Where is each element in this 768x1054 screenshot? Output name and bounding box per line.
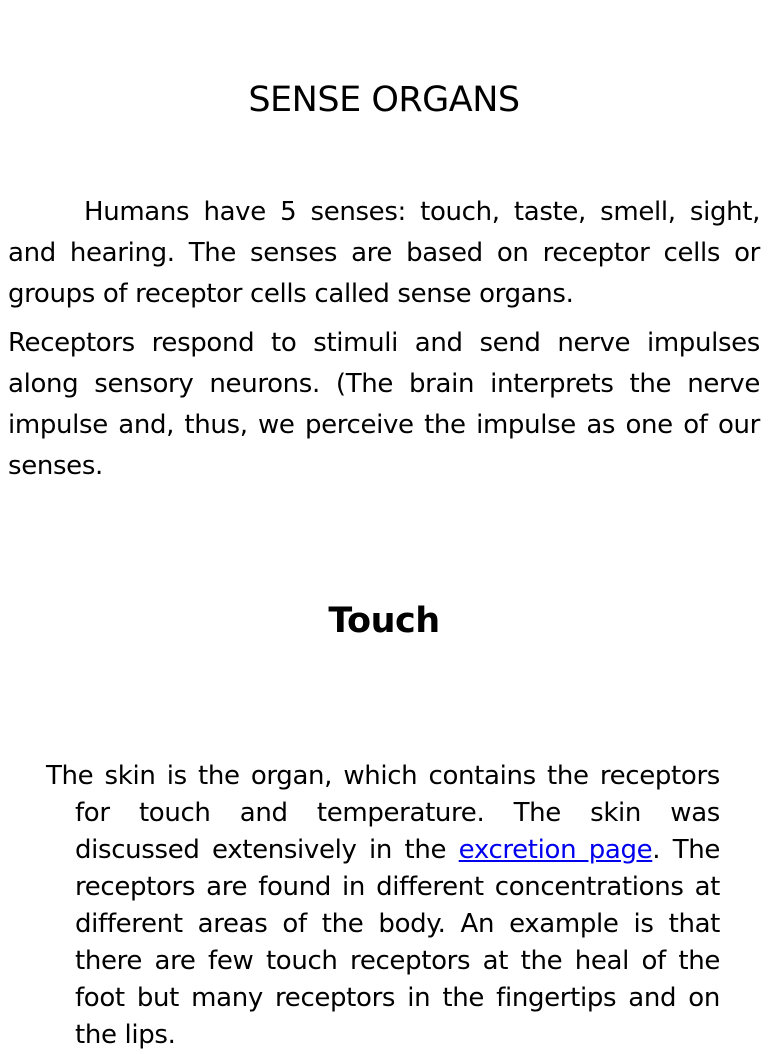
touch-text-before-link: The skin is the organ, which contains the receptors for touch and temperature. The skin was discussed extensively in the [46,761,720,865]
section-heading-touch: Touch [328,601,440,641]
intro-paragraph-senses: Humans have 5 senses: touch, taste, smell, sight, and hearing. The senses are based on receptor cells or groups of receptor cells called sense organs. [8,197,760,309]
touch-paragraph [46,758,721,1054]
intro-paragraph-receptors: Receptors respond to stimuli and send nerve impulses along sensory neurons. (The brain interprets the nerve impulse and, thus, we perceive the impulse as one of our senses. [8,328,760,481]
page-title: SENSE ORGANS [248,80,520,120]
touch-text-after-link: . The receptors are found in different concentrations at different areas of the body. An example is that there are few touch receptors at the heal of the foot but many receptors in the fingertips and on the lips. [75,835,721,1050]
excretion-page-link[interactable]: excretion page [458,835,653,865]
